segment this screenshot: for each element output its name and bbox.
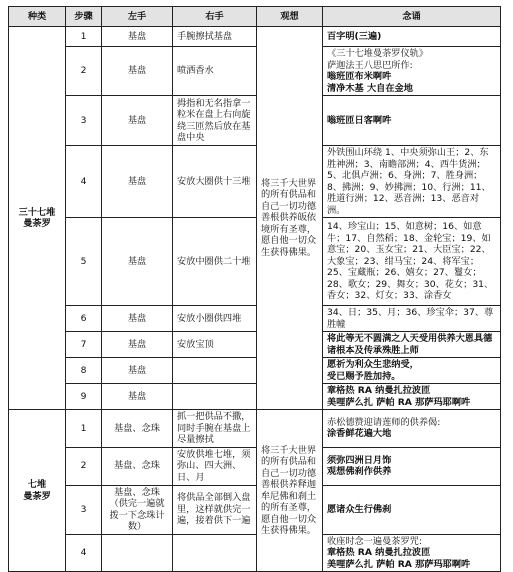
step-number: 6: [66, 306, 102, 332]
recitation-line: 34、日；35、月；36、珍宝伞；37、尊胜幢: [327, 307, 494, 330]
recitation-line: 清净木基 大自在金地: [327, 82, 413, 94]
step-number: 3: [66, 96, 102, 146]
left-hand-cell: 基盘: [102, 218, 173, 306]
table-row: [9, 218, 501, 306]
recitation-line: 百字明(三遍): [327, 30, 382, 42]
step-number: 3: [66, 485, 102, 534]
left-hand-cell: 基盘: [102, 96, 173, 146]
table-row: [9, 384, 501, 410]
recitation-cell: [323, 534, 501, 572]
recitation-cell: [323, 306, 501, 332]
header-recitation: 念诵: [323, 7, 501, 27]
left-hand-cell: 基盘: [102, 306, 173, 332]
left-hand-cell: [102, 534, 173, 572]
right-hand-cell: 安放大圈供十三堆: [173, 146, 257, 218]
right-hand-cell: [173, 358, 257, 384]
header-left-hand: 左手: [102, 7, 173, 27]
right-hand-cell: 抓一把供品不撒，同时手腕在基盘上尽量擦拭: [173, 410, 257, 448]
right-hand-cell: [173, 384, 257, 410]
recitation-line: 观想佛刹作供养: [327, 466, 392, 477]
step-number: 9: [66, 384, 102, 410]
right-hand-cell: 将供品全部倒入盘里，这样就供完一遍，接着供下一遍: [173, 485, 257, 534]
right-hand-cell: 安放小圈供四堆: [173, 306, 257, 332]
recitation-line: 赤松德赞迎请莲师的供养偈:: [327, 416, 441, 428]
recitation-cell: [323, 146, 501, 218]
left-hand-cell: 基盘: [102, 47, 173, 96]
recitation-line: 受已赐予胜加持。: [327, 370, 401, 382]
header-kind: 种类: [9, 7, 66, 27]
left-hand-cell: 基盘: [102, 332, 173, 358]
recitation-line: 美哩萨么扎 萨帕 RA 那萨玛耶啊吽: [327, 396, 471, 408]
recitation-line: 涂香鲜花遍大地: [327, 428, 392, 440]
recitation-line: 嗡班匝日客啊吽: [327, 114, 392, 126]
recitation-cell: [323, 447, 501, 485]
step-number: 1: [66, 27, 102, 47]
table-row: [9, 410, 501, 448]
mandala-type-label: 三十七堆: [18, 206, 56, 218]
visualization-cell: 将三千大世界的所有供品和自己一切功德善根供养皈依境所有圣尊，愿自他一切众生获得佛果。: [257, 27, 323, 410]
step-number: 7: [66, 332, 102, 358]
recitation-cell: [323, 332, 501, 358]
mandala-type-label: 曼荼罗: [23, 490, 51, 502]
left-hand-cell: 基盘、念珠: [102, 410, 173, 448]
left-hand-cell: 基盘: [102, 146, 173, 218]
table-row: [9, 332, 501, 358]
left-hand-cell: 基盘: [102, 27, 173, 47]
recitation-line: 嗡班匝布米啊吽: [327, 71, 392, 82]
header-step: 步骤: [66, 7, 102, 27]
recitation-cell: [323, 485, 501, 534]
recitation-line: 愿祈为利众生悲纳受，: [327, 359, 419, 370]
left-hand-cell: 基盘、念珠（供完一遍就拨一下念珠计数）: [102, 485, 173, 534]
recitation-line: 美哩萨么扎 萨帕 RA 那萨玛耶啊吽: [327, 558, 471, 570]
recitation-cell: [323, 218, 501, 306]
right-hand-cell: 安放宝顶: [173, 332, 257, 358]
mandala-type-label: 曼荼罗: [23, 218, 51, 229]
table-row: [9, 358, 501, 384]
step-number: 5: [66, 218, 102, 306]
step-number: 4: [66, 534, 102, 572]
right-hand-cell: 安放供堆七堆，须弥山、四大洲、日、月: [173, 447, 257, 485]
right-hand-cell: [173, 534, 257, 572]
recitation-line: 须弥四洲日月饰: [327, 454, 392, 466]
step-number: 2: [66, 47, 102, 96]
recitation-cell: [323, 384, 501, 410]
table-row: [9, 96, 501, 146]
recitation-cell: [323, 27, 501, 47]
mandala-type-label: 七堆: [27, 479, 47, 490]
mandala-type-cell: [9, 410, 66, 572]
mandala-type-cell: [9, 27, 66, 410]
left-hand-cell: 基盘: [102, 358, 173, 384]
right-hand-cell: 拇指和无名指拿一粒米在盘上右向旋绕三匝然后放在基盘中央: [173, 96, 257, 146]
recitation-line: 将此等无不圆满之人天受用供养大恩具德诸根本及传承殊胜上师: [327, 333, 493, 356]
recitation-cell: [323, 96, 501, 146]
recitation-cell: [323, 358, 501, 384]
table-row: [9, 47, 501, 96]
step-number: 2: [66, 447, 102, 485]
recitation-cell: [323, 410, 501, 448]
recitation-line: 愿诸众生行佛刹: [327, 503, 392, 515]
header-visualization: 观想: [257, 7, 323, 27]
recitation-line: 章格热 RA 纳曼扎拉波匝: [327, 385, 431, 396]
table-row: [9, 27, 501, 47]
header-row: [9, 7, 501, 27]
recitation-line: 《三十七堆曼荼罗仪轨》: [327, 48, 429, 59]
mandala-table: [8, 6, 501, 572]
recitation-line: 14、珍宝山；15、如意树；16、如意牛；17、自然稻；18、金轮宝；19、如意宝；20、玉女宝；21、大臣宝；22、大象宝；23、绀马宝；24、将军宝；25、宝藏瓶；26、嬉女；27、鬘女；28、歌女；29、舞女；30、花女；31、香女；32、灯女；33、涂香女: [327, 221, 494, 302]
table-row: [9, 306, 501, 332]
right-hand-cell: 安放中圈供二十堆: [173, 218, 257, 306]
recitation-line: 章格热 RA 纳曼扎拉波匝: [327, 547, 431, 558]
left-hand-cell: 基盘、念珠: [102, 447, 173, 485]
visualization-cell: 将三千大世界的所有供品和自己一切功德善根供养释迦牟尼佛和刹土的所有圣尊，愿自他一切众生获得佛果。: [257, 410, 323, 572]
table-row: [9, 534, 501, 572]
recitation-cell: [323, 47, 501, 96]
table-row: [9, 485, 501, 534]
recitation-line: 外铁围山环绕 1、中央须弥山王；2、东胜神洲；3、南瞻部洲；4、西牛货洲；5、北俱卢洲；6、身洲；7、胜身洲；8、拂洲；9、妙拂洲；10、行洲；11、胜道行洲；12、恶音洲；13、恶音对洲。: [327, 147, 491, 216]
step-number: 8: [66, 358, 102, 384]
right-hand-cell: 喷洒香水: [173, 47, 257, 96]
left-hand-cell: 基盘: [102, 384, 173, 410]
table-row: [9, 447, 501, 485]
right-hand-cell: 手腕擦拭基盘: [173, 27, 257, 47]
recitation-line: 萨迦法王八思巴所作:: [327, 59, 413, 71]
recitation-line: 收座时念一遍曼茶罗咒:: [327, 535, 422, 547]
step-number: 1: [66, 410, 102, 448]
table-body: [9, 7, 501, 572]
header-right-hand: 右手: [173, 7, 257, 27]
table-row: [9, 146, 501, 218]
step-number: 4: [66, 146, 102, 218]
